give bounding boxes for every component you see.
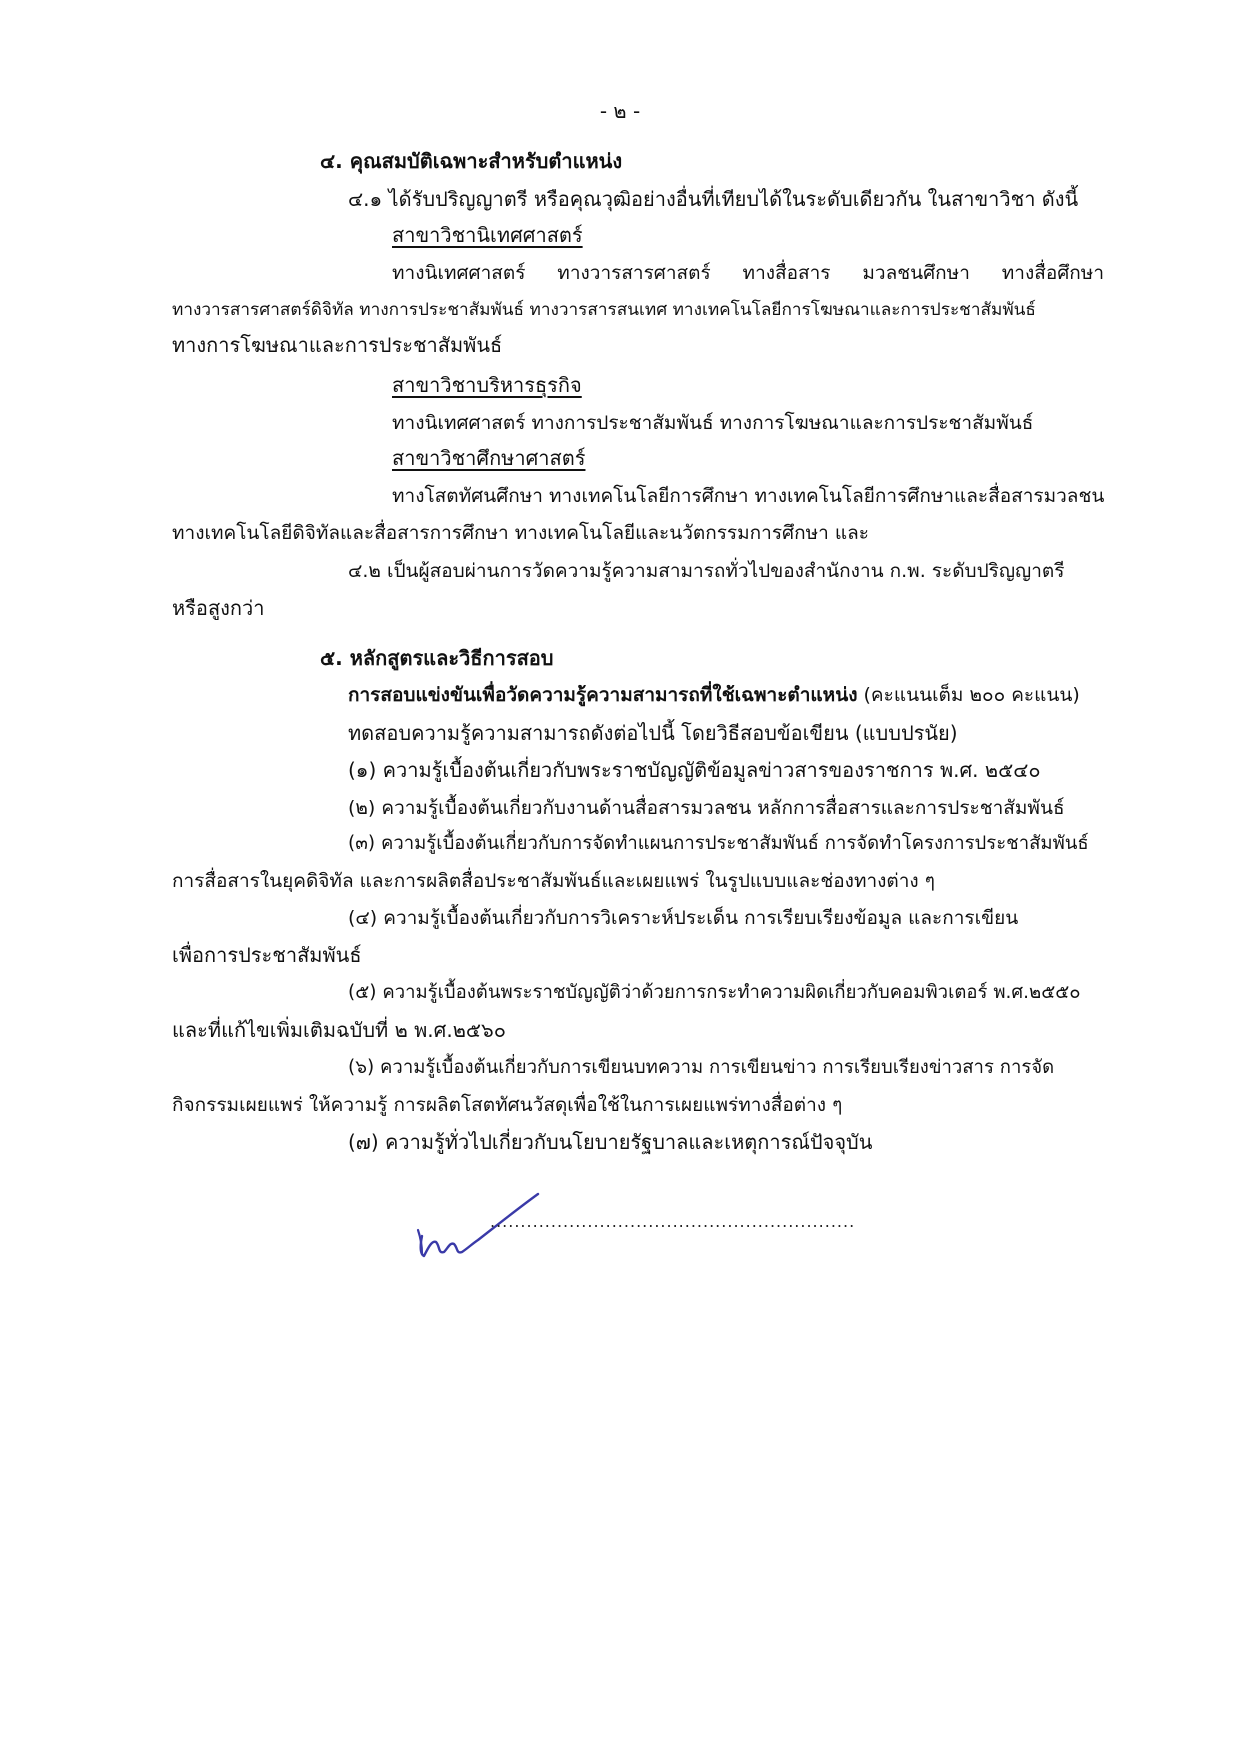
exam-topic-item: (๔) ความรู้เบื้องต้นเกี่ยวกับการวิเคราะห์ประเด็น การเรียบเรียงข้อมูล และการเขียน <box>348 907 1019 929</box>
field-communication-arts-title: สาขาวิชานิเทศศาสตร์ <box>392 223 583 247</box>
section-5-heading: ๕. หลักสูตรและวิธีการสอบ <box>320 646 554 670</box>
field-education-title: สาขาวิชาศึกษาศาสตร์ <box>392 446 586 470</box>
field-business-admin-line: ทางนิเทศศาสตร์ ทางการประชาสัมพันธ์ ทางการโฆษณาและการประชาสัมพันธ์ <box>392 412 1034 434</box>
field-communication-arts-line: ทางวารสารศาสตร์ดิจิทัล ทางการประชาสัมพันธ์ ทางวารสารสนเทศ ทางเทคโนโลยีการโฆษณาและการประชาสัมพันธ์ <box>172 300 1036 320</box>
exam-topic-item-continued: เพื่อการประชาสัมพันธ์ <box>172 943 362 967</box>
field-education-line: ทางโสตทัศนศึกษา ทางเทคโนโลยีการศึกษา ทางเทคโนโลยีการศึกษาและสื่อสารมวลชน <box>392 485 1105 507</box>
item-4-1-intro: ๔.๑ ได้รับปริญญาตรี หรือคุณวุฒิอย่างอื่นที่เทียบได้ในระดับเดียวกัน ในสาขาวิชา ดังนี้ <box>348 187 1079 211</box>
section-4-heading: ๔. คุณสมบัติเฉพาะสำหรับตำแหน่ง <box>320 149 623 173</box>
signature-line: ............................................................ <box>490 1212 856 1231</box>
exam-title: การสอบแข่งขันเพื่อวัดความรู้ความสามารถที่ใช้เฉพาะตำแหน่ง <box>348 684 858 706</box>
exam-score: (คะแนนเต็ม ๒๐๐ คะแนน) <box>863 684 1080 706</box>
field-education-line: ทางเทคโนโลยีดิจิทัลและสื่อสารการศึกษา ทางเทคโนโลยีและนวัตกรรมการศึกษา และ <box>172 522 869 544</box>
item-4-2-line: ๔.๒ เป็นผู้สอบผ่านการวัดความรู้ความสามารถทั่วไปของสำนักงาน ก.พ. ระดับปริญญาตรี <box>348 560 1065 582</box>
exam-topic-item-continued: กิจกรรมเผยแพร่ ให้ความรู้ การผลิตโสตทัศนวัสดุเพื่อใช้ในการเผยแพร่ทางสื่อต่าง ๆ <box>172 1094 843 1116</box>
exam-topic-item: (๑) ความรู้เบื้องต้นเกี่ยวกับพระราชบัญญัติข้อมูลข่าวสารของราชการ พ.ศ. ๒๕๔๐ <box>348 758 1041 782</box>
field-business-admin-title: สาขาวิชาบริหารธุรกิจ <box>392 373 582 397</box>
exam-topic-item: (๒) ความรู้เบื้องต้นเกี่ยวกับงานด้านสื่อสารมวลชน หลักการสื่อสารและการประชาสัมพันธ์ <box>348 797 1065 819</box>
field-communication-arts-line: ทางนิเทศศาสตร์ ทางวารสารศาสตร์ ทางสื่อสาร มวลชนศึกษา ทางสื่อศึกษา <box>392 262 1104 284</box>
page-number: - ๒ - <box>599 99 641 123</box>
item-4-2-line: หรือสูงกว่า <box>172 596 265 620</box>
exam-topic-item-continued: การสื่อสารในยุคดิจิทัล และการผลิตสื่อประชาสัมพันธ์และเผยแพร่ ในรูปแบบและช่องทางต่าง ๆ <box>172 870 935 892</box>
field-communication-arts-line: ทางการโฆษณาและการประชาสัมพันธ์ <box>172 333 503 357</box>
exam-topic-item-continued: และที่แก้ไขเพิ่มเติมฉบับที่ ๒ พ.ศ.๒๕๖๐ <box>172 1018 506 1042</box>
exam-topic-item: (๗) ความรู้ทั่วไปเกี่ยวกับนโยบายรัฐบาลและเหตุการณ์ปัจจุบัน <box>348 1130 873 1154</box>
exam-method: ทดสอบความรู้ความสามารถดังต่อไปนี้ โดยวิธีสอบข้อเขียน (แบบปรนัย) <box>348 721 958 745</box>
exam-topic-item: (๓) ความรู้เบื้องต้นเกี่ยวกับการจัดทำแผนการประชาสัมพันธ์ การจัดทำโครงการประชาสัมพันธ์ <box>348 833 1089 854</box>
exam-title-row <box>348 680 1080 710</box>
exam-topic-item: (๖) ความรู้เบื้องต้นเกี่ยวกับการเขียนบทความ การเขียนข่าว การเรียบเรียงข่าวสาร การจัด <box>348 1057 1055 1078</box>
exam-topic-item: (๕) ความรู้เบื้องต้นพระราชบัญญัติว่าด้วยการกระทำความผิดเกี่ยวกับคอมพิวเตอร์ พ.ศ.๒๕๕๐ <box>348 982 1081 1003</box>
